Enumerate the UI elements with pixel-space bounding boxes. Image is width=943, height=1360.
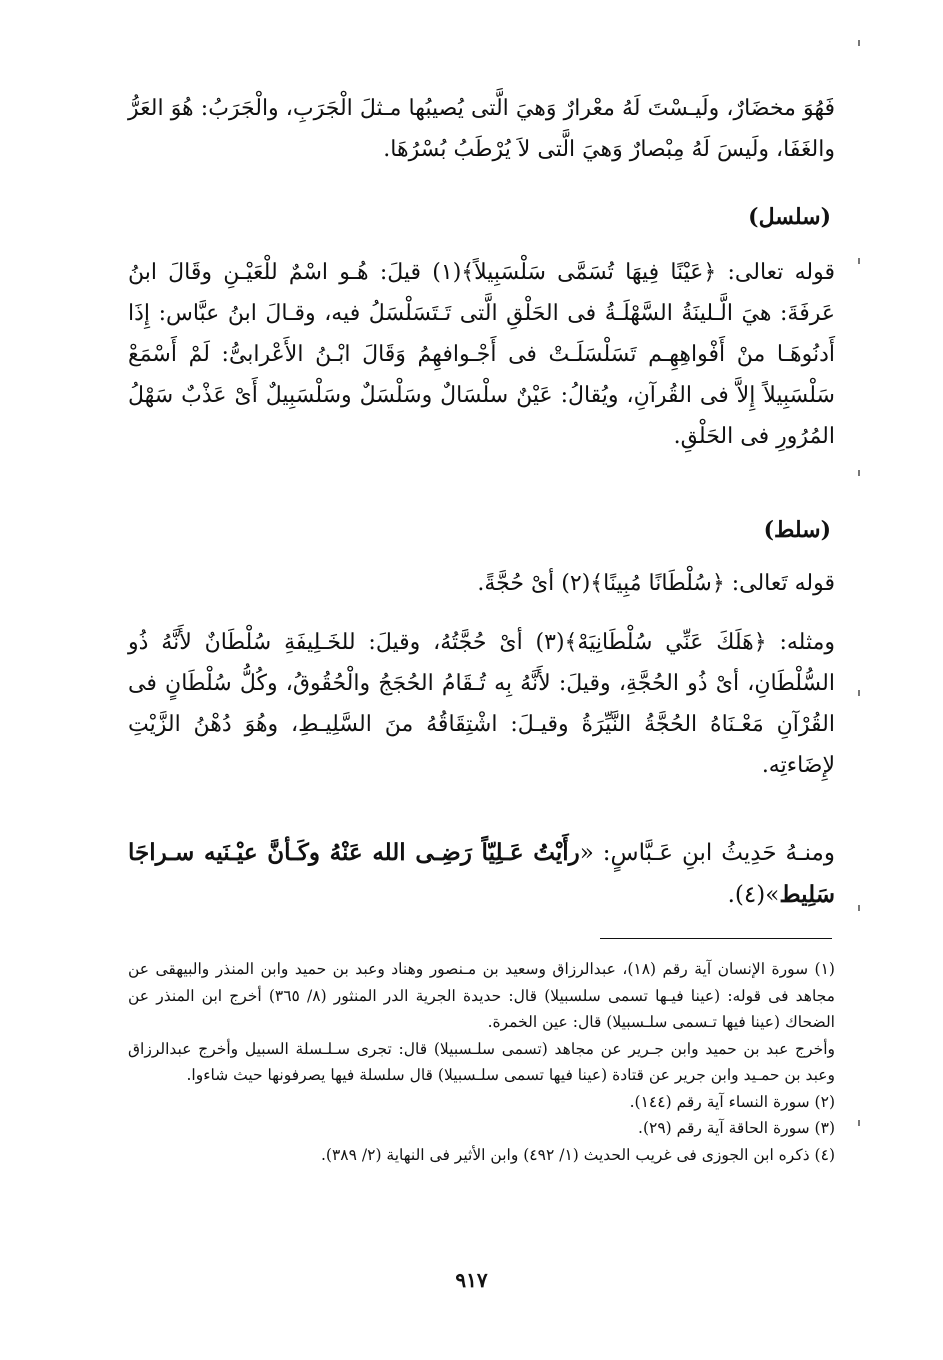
paragraph-text: فَهُوَ مخضَارٌ، ولَيـسْتَ لَهُ معْرارٌ وَهيَ الَّتى يُصيبُها مـثلَ الْجَرَبِ، والْجَرَبُ: هُوَ العَرُّ والغَفَا، ولَيسَ لَهُ مِبْصارٌ وَهيَ الَّتى لاَ يُرْطَبُ بُسْرُهَا.	[128, 96, 835, 162]
footnote-1: (١) سورة الإنسان آية رقم (١٨)، عبدالرزاق وسعيد بن مـنصور وهناد وعبد بن حميد وابن المنذر والبيهقى عن مجاهد فى قوله: (عينا فيـها تسمى سلسبيلا) قال: حديدة الجرية الدر المنثور (٨/ ٣٦٥) أخرج ابن المنذر عن الضحاك (عينا فيها تـسمى سلـسبيلا) قال: عين الخمرة.	[128, 960, 835, 1031]
footnote-2: (٢) سورة النساء آية رقم (١٤٤).	[629, 1092, 835, 1111]
scan-speck	[858, 690, 860, 696]
paragraph-text: قوله تَعالى: ﴿سُلْطَانًا مُبِينًا﴾(٢) أىْ حُجَّةً.	[477, 571, 835, 596]
section-heading-salat: (سلط)	[763, 517, 831, 543]
scan-speck	[858, 1120, 860, 1126]
paragraph-sultan-verse	[128, 563, 835, 604]
paragraph-text: قوله تعالى: ﴿عَيْنًا فِيهَا تُسَمَّى سَلْسَبِيلاً﴾(١) قيلَ: هُـو اسْمٌ للْعَيْـنِ وقَالَ ابنُ عَرفَةَ: هيَ الَّـلينَةُ السَّهْلَـةُ فى الحَلْقِ الَّتى تَـتَسَلْسَلُ فيه، وقـالَ ابنُ عبَّاس: إِذَا أَدنُوهَـا منْ أَفْواهِهِـم تَسَلْسَلَـتْ فى أَجْـوافهِمُ وَقَالَ ابْـنُ الأَعْرابىُّ: لَمْ أَسْمَعْ سَلْسَبِيلاً إِلاَّ فى القُرآنِ، ويُقالُ: عَيْنٌ سلْسَالٌ وسَلْسَلٌ وسَلْسَبِيلٌ أَىْ عَذْبٌ سَهْلُ المُرُورِ فى الحَلْقِ.	[128, 260, 835, 449]
scan-speck	[858, 40, 860, 46]
paragraph-sultan-meaning	[128, 622, 835, 786]
paragraph-text: ومثله: ﴿هَلَكَ عَنِّي سُلْطَانِيَهْ﴾(٣) أىْ حُجَّتُهُ، وقيلَ: للخَـلِيفَةِ سُلْطَانٌ لأَنَّهُ ذُو السُّلْطَانِ، أىْ ذُو الحُجَّةِ، وقيلَ: لأَنَّهُ بِه تُـقَامُ الحُجَجُ والْحُقُوقُ، وكُلُّ سُلْطَانٍ فى القُرْآنِ مَعْـنَاهُ الحُجَّةُ النَّيِّرَةُ وقيـلَ: اشْتِقَاقُهُ منَ السَّلِيـطِ، وهُوَ دُهْنُ الزَّيْتِ لإِضَاءتِه.	[128, 630, 835, 778]
scan-speck	[858, 258, 860, 264]
page-number: ٩١٧	[455, 1268, 488, 1292]
paragraph-intro	[128, 88, 835, 170]
footnote-1-continued: وأخرج عبد بن حميد وابن جـرير عن مجاهد (تسمى سلـسبيلا) قال: تجرى سـلـسلة السبيل وأخرج عبدالرزاق وعبد بن حمـيد وابن جرير عن قتادة (عينا فيها تسمى سلـسبيلا) قال سلسلة فيها يصرفونها حيث شاءوا.	[128, 1039, 835, 1084]
paragraph-hadith	[128, 832, 835, 916]
scan-speck	[858, 470, 860, 476]
footnote-3: (٣) سورة الحاقة آية رقم (٢٩).	[638, 1119, 835, 1137]
hadith-quote: رأَيْتُ عَـلِيّاً رَضِـى الله عَنْهُ وكَـأنَّ عيْـنَيه سـراجَا سَلِيط	[128, 839, 835, 908]
hadith-reference: »(٤).	[727, 882, 780, 908]
hadith-intro: ومنـهُ حَدِيثُ ابنِ عَـبَّاسٍ: «	[579, 840, 835, 866]
scan-speck	[858, 905, 860, 911]
footnotes	[128, 956, 835, 1168]
section-heading-salsal: (سلسل)	[748, 204, 831, 230]
paragraph-salsabil	[128, 252, 835, 457]
footnote-4: (٤) ذكره ابن الجوزى فى غريب الحديث (١/ ٤٩٢) وابن الأثير فى النهاية (٢/ ٣٨٩).	[320, 1145, 835, 1164]
footnote-divider	[600, 938, 832, 939]
